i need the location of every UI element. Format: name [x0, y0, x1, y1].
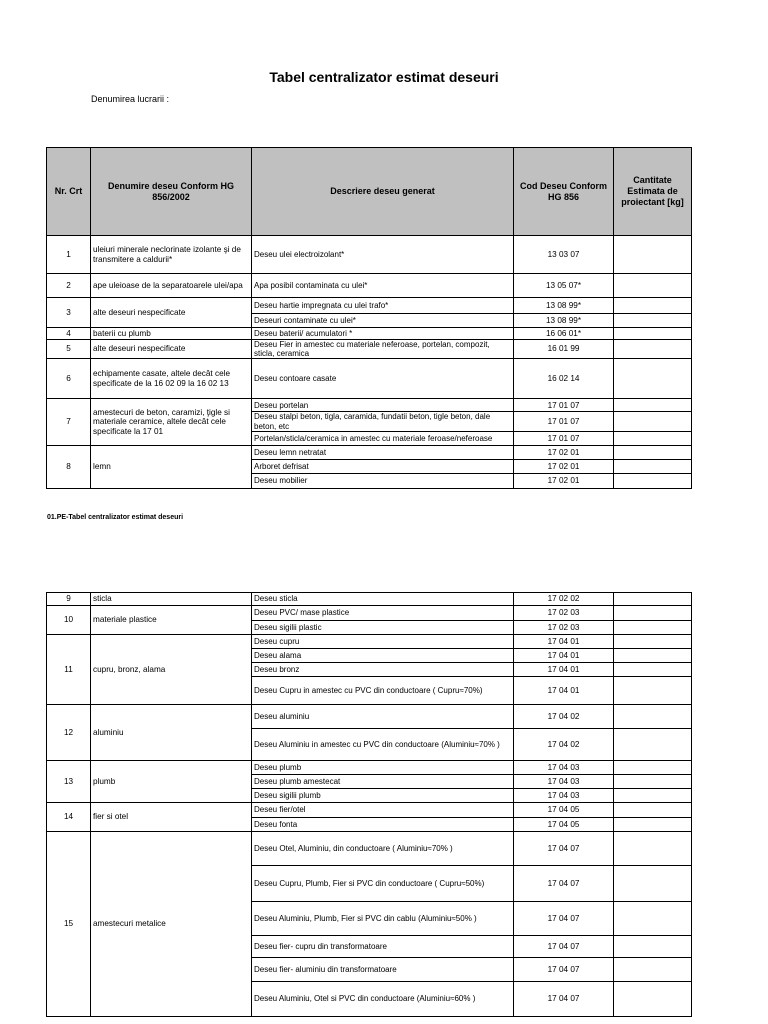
- waste-name-cell: materiale plastice: [91, 606, 252, 635]
- waste-description-cell: Deseu fier/otel: [252, 803, 514, 818]
- waste-name-cell: sticla: [91, 593, 252, 606]
- row-number-cell: 5: [47, 340, 91, 359]
- row-number-cell: 11: [47, 635, 91, 705]
- waste-code-cell: 17 04 01: [514, 649, 614, 663]
- estimated-quantity-cell[interactable]: [614, 606, 692, 621]
- estimated-quantity-cell[interactable]: [614, 789, 692, 803]
- waste-code-cell: 13 05 07*: [514, 274, 614, 298]
- table-body: [47, 593, 692, 1017]
- waste-name-cell: aluminiu: [91, 705, 252, 761]
- estimated-quantity-cell[interactable]: [614, 412, 692, 431]
- waste-name-cell: cupru, bronz, alama: [91, 635, 252, 705]
- estimated-quantity-cell[interactable]: [614, 473, 692, 488]
- row-number-cell: 4: [47, 328, 91, 340]
- waste-code-cell: 17 04 01: [514, 663, 614, 677]
- waste-code-cell: 17 04 03: [514, 775, 614, 789]
- header-denumire-deseu: Denumire deseu Conform HG 856/2002: [91, 148, 252, 236]
- waste-description-cell: Deseu PVC/ mase plastice: [252, 606, 514, 621]
- waste-code-cell: 17 01 07: [514, 431, 614, 445]
- waste-description-cell: Deseu Aluminiu in amestec cu PVC din conductoare (Aluminiu≈70% ): [252, 729, 514, 761]
- row-number-cell: 6: [47, 359, 91, 399]
- page-title: Tabel centralizator estimat deseuri: [269, 69, 499, 85]
- waste-code-cell: 13 03 07: [514, 236, 614, 274]
- header-cod-deseu: Cod Deseu Conform HG 856: [514, 148, 614, 236]
- waste-name-cell: baterii cu plumb: [91, 328, 252, 340]
- waste-description-cell: Deseu sigilii plastic: [252, 621, 514, 635]
- estimated-quantity-cell[interactable]: [614, 958, 692, 982]
- waste-code-cell: 17 02 03: [514, 621, 614, 635]
- waste-code-cell: 17 02 02: [514, 593, 614, 606]
- table-row: [47, 593, 692, 606]
- row-number-cell: 13: [47, 761, 91, 803]
- table-row: [47, 340, 692, 359]
- table-row: [47, 399, 692, 412]
- estimated-quantity-cell[interactable]: [614, 729, 692, 761]
- estimated-quantity-cell[interactable]: [614, 649, 692, 663]
- waste-description-cell: Deseu fier- aluminiu din transformatoare: [252, 958, 514, 982]
- waste-code-cell: 17 04 03: [514, 761, 614, 775]
- waste-code-cell: 13 08 99*: [514, 314, 614, 328]
- estimated-quantity-cell[interactable]: [614, 803, 692, 818]
- estimated-quantity-cell[interactable]: [614, 459, 692, 473]
- waste-description-cell: Deseu lemn netratat: [252, 445, 514, 459]
- table-header-row: [47, 148, 692, 236]
- waste-description-cell: Deseu mobilier: [252, 473, 514, 488]
- estimated-quantity-cell[interactable]: [614, 761, 692, 775]
- row-number-cell: 14: [47, 803, 91, 832]
- table-row: [47, 705, 692, 729]
- waste-description-cell: Portelan/sticla/ceramica in amestec cu materiale feroase/neferoase: [252, 431, 514, 445]
- row-number-cell: 3: [47, 298, 91, 328]
- estimated-quantity-cell[interactable]: [614, 274, 692, 298]
- waste-description-cell: Deseu Fier in amestec cu materiale neferoase, portelan, compozit, sticla, ceramica: [252, 340, 514, 359]
- waste-name-cell: lemn: [91, 445, 252, 488]
- waste-code-cell: 17 04 07: [514, 982, 614, 1017]
- waste-code-cell: 17 04 02: [514, 705, 614, 729]
- waste-name-cell: plumb: [91, 761, 252, 803]
- waste-code-cell: 17 04 02: [514, 729, 614, 761]
- waste-code-cell: 17 04 05: [514, 803, 614, 818]
- estimated-quantity-cell[interactable]: [614, 832, 692, 866]
- waste-code-cell: 17 04 07: [514, 958, 614, 982]
- waste-description-cell: Deseu contoare casate: [252, 359, 514, 399]
- estimated-quantity-cell[interactable]: [614, 705, 692, 729]
- waste-description-cell: Deseu portelan: [252, 399, 514, 412]
- waste-description-cell: Deseu baterii/ acumulatori *: [252, 328, 514, 340]
- table-row: [47, 274, 692, 298]
- row-number-cell: 15: [47, 832, 91, 1017]
- waste-name-cell: ape uleioase de la separatoarele ulei/apa: [91, 274, 252, 298]
- waste-description-cell: Deseuri contaminate cu ulei*: [252, 314, 514, 328]
- estimated-quantity-cell[interactable]: [614, 314, 692, 328]
- estimated-quantity-cell[interactable]: [614, 982, 692, 1017]
- waste-description-cell: Deseu bronz: [252, 663, 514, 677]
- waste-code-cell: 17 04 07: [514, 866, 614, 902]
- waste-code-cell: 17 04 03: [514, 789, 614, 803]
- waste-name-cell: fier si otel: [91, 803, 252, 832]
- table-row: [47, 803, 692, 818]
- table-row: [47, 328, 692, 340]
- table-body: [47, 236, 692, 489]
- row-number-cell: 10: [47, 606, 91, 635]
- estimated-quantity-cell[interactable]: [614, 775, 692, 789]
- waste-code-cell: 16 06 01*: [514, 328, 614, 340]
- waste-description-cell: Apa posibil contaminata cu ulei*: [252, 274, 514, 298]
- estimated-quantity-cell[interactable]: [614, 621, 692, 635]
- waste-code-cell: 17 02 01: [514, 473, 614, 488]
- table-row: [47, 832, 692, 866]
- table-row: [47, 359, 692, 399]
- waste-name-cell: alte deseuri nespecificate: [91, 298, 252, 328]
- waste-code-cell: 17 02 01: [514, 445, 614, 459]
- estimated-quantity-cell[interactable]: [614, 866, 692, 902]
- estimated-quantity-cell[interactable]: [614, 399, 692, 412]
- waste-name-cell: uleiuri minerale neclorinate izolante şi de transmitere a caldurii*: [91, 236, 252, 274]
- waste-description-cell: Deseu hartie impregnata cu ulei trafo*: [252, 298, 514, 314]
- waste-name-cell: amestecuri de beton, caramizi, ţigle si materiale ceramice, altele decât cele specificate la 17 01: [91, 399, 252, 445]
- waste-description-cell: Deseu alama: [252, 649, 514, 663]
- waste-description-cell: Deseu sticla: [252, 593, 514, 606]
- waste-description-cell: Deseu Cupru, Plumb, Fier si PVC din conductoare ( Cupru≈50%): [252, 866, 514, 902]
- waste-code-cell: 17 04 07: [514, 902, 614, 936]
- row-number-cell: 12: [47, 705, 91, 761]
- sheet-footer-label: 01.PE-Tabel centralizator estimat deseuri: [47, 514, 184, 521]
- estimated-quantity-cell[interactable]: [614, 359, 692, 399]
- row-number-cell: 8: [47, 445, 91, 488]
- row-number-cell: 7: [47, 399, 91, 445]
- waste-description-cell: Deseu Otel, Aluminiu, din conductoare ( Aluminiu≈70% ): [252, 832, 514, 866]
- waste-description-cell: Deseu Aluminiu, Plumb, Fier si PVC din cablu (Aluminiu≈50% ): [252, 902, 514, 936]
- table-row: [47, 445, 692, 459]
- waste-table-part-2: [46, 592, 692, 1017]
- estimated-quantity-cell[interactable]: [614, 818, 692, 832]
- waste-name-cell: alte deseuri nespecificate: [91, 340, 252, 359]
- header-descriere-deseu: Descriere deseu generat: [252, 148, 514, 236]
- header-cantitate: Cantitate Estimata de proiectant [kg]: [614, 148, 692, 236]
- estimated-quantity-cell[interactable]: [614, 593, 692, 606]
- table-row: [47, 635, 692, 649]
- project-name-label: Denumirea lucrarii :: [91, 94, 170, 104]
- waste-description-cell: Deseu plumb: [252, 761, 514, 775]
- estimated-quantity-cell[interactable]: [614, 328, 692, 340]
- waste-description-cell: Deseu cupru: [252, 635, 514, 649]
- waste-code-cell: 17 02 01: [514, 459, 614, 473]
- waste-code-cell: 17 01 07: [514, 412, 614, 431]
- waste-description-cell: Deseu fier- cupru din transformatoare: [252, 936, 514, 958]
- waste-description-cell: Deseu Aluminiu, Otel si PVC din conductoare (Aluminiu≈60% ): [252, 982, 514, 1017]
- table-row: [47, 761, 692, 775]
- waste-code-cell: 17 04 01: [514, 635, 614, 649]
- table-row: [47, 236, 692, 274]
- estimated-quantity-cell[interactable]: [614, 663, 692, 677]
- waste-code-cell: 17 04 07: [514, 832, 614, 866]
- waste-description-cell: Deseu stalpi beton, tigla, caramida, fundatii beton, tigle beton, dale beton, etc: [252, 412, 514, 431]
- waste-code-cell: 17 04 07: [514, 936, 614, 958]
- waste-description-cell: Deseu ulei electroizolant*: [252, 236, 514, 274]
- row-number-cell: 2: [47, 274, 91, 298]
- row-number-cell: 1: [47, 236, 91, 274]
- estimated-quantity-cell[interactable]: [614, 635, 692, 649]
- estimated-quantity-cell[interactable]: [614, 340, 692, 359]
- estimated-quantity-cell[interactable]: [614, 677, 692, 705]
- estimated-quantity-cell[interactable]: [614, 298, 692, 314]
- waste-code-cell: 13 08 99*: [514, 298, 614, 314]
- estimated-quantity-cell[interactable]: [614, 236, 692, 274]
- waste-code-cell: 17 04 01: [514, 677, 614, 705]
- row-number-cell: 9: [47, 593, 91, 606]
- estimated-quantity-cell[interactable]: [614, 936, 692, 958]
- header-nr-crt: Nr. Crt: [47, 148, 91, 236]
- estimated-quantity-cell[interactable]: [614, 431, 692, 445]
- waste-code-cell: 17 04 05: [514, 818, 614, 832]
- waste-description-cell: Deseu Cupru in amestec cu PVC din conductoare ( Cupru≈70%): [252, 677, 514, 705]
- waste-description-cell: Deseu plumb amestecat: [252, 775, 514, 789]
- table-row: [47, 606, 692, 621]
- waste-code-cell: 16 02 14: [514, 359, 614, 399]
- waste-name-cell: echipamente casate, altele decât cele specificate de la 16 02 09 la 16 02 13: [91, 359, 252, 399]
- table-row: [47, 298, 692, 314]
- waste-name-cell: amestecuri metalice: [91, 832, 252, 1017]
- waste-code-cell: 17 02 03: [514, 606, 614, 621]
- waste-code-cell: 17 01 07: [514, 399, 614, 412]
- waste-description-cell: Arboret defrisat: [252, 459, 514, 473]
- waste-code-cell: 16 01 99: [514, 340, 614, 359]
- waste-description-cell: Deseu aluminiu: [252, 705, 514, 729]
- estimated-quantity-cell[interactable]: [614, 902, 692, 936]
- waste-description-cell: Deseu fonta: [252, 818, 514, 832]
- estimated-quantity-cell[interactable]: [614, 445, 692, 459]
- waste-table-part-1: [46, 147, 692, 489]
- waste-description-cell: Deseu sigilii plumb: [252, 789, 514, 803]
